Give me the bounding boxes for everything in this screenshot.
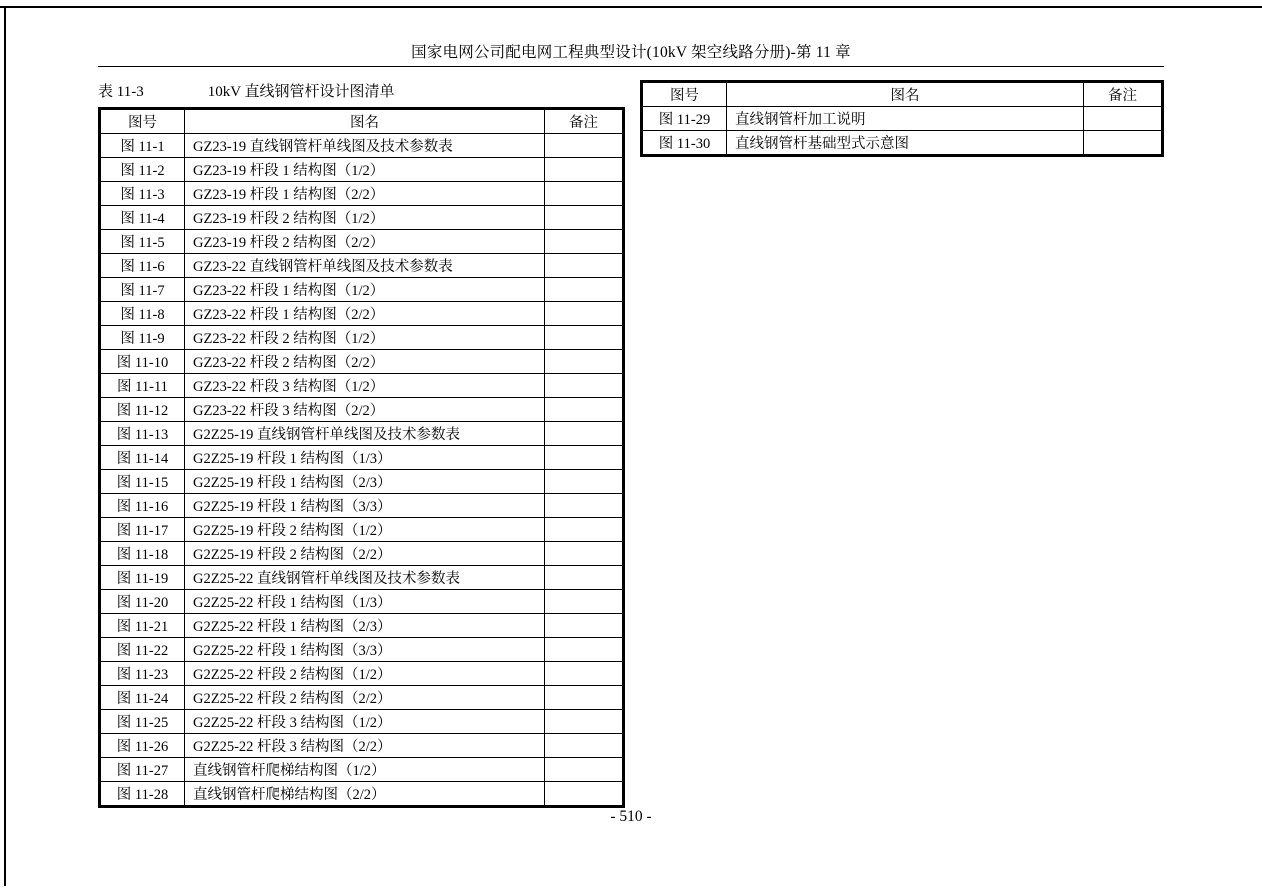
figure-list-table-right — [640, 80, 1164, 157]
figure-no-cell: 图 11-24 — [101, 686, 185, 710]
table-row — [101, 206, 623, 230]
figure-name-cell: GZ23-22 杆段 3 结构图（1/2） — [185, 374, 545, 398]
table-caption — [98, 80, 625, 101]
table-row — [101, 782, 623, 806]
table-row — [101, 758, 623, 782]
figure-remark-cell — [545, 518, 623, 542]
figure-name-cell: G2Z25-22 杆段 2 结构图（1/2） — [185, 662, 545, 686]
figure-name-cell: G2Z25-22 杆段 1 结构图（2/3） — [185, 614, 545, 638]
table-row — [101, 446, 623, 470]
table-header-row — [101, 110, 623, 134]
figure-name-cell: 直线钢管杆爬梯结构图（1/2） — [185, 758, 545, 782]
table-row — [643, 107, 1162, 131]
figure-no-cell: 图 11-6 — [101, 254, 185, 278]
figure-no-cell: 图 11-18 — [101, 542, 185, 566]
figure-name-cell: G2Z25-22 直线钢管杆单线图及技术参数表 — [185, 566, 545, 590]
figure-name-cell: G2Z25-19 杆段 2 结构图（2/2） — [185, 542, 545, 566]
table-row — [101, 614, 623, 638]
table-row — [101, 182, 623, 206]
figure-remark-cell — [545, 686, 623, 710]
page-header: 国家电网公司配电网工程典型设计(10kV 架空线路分册)-第 11 章 — [411, 44, 851, 61]
figure-name-cell: GZ23-22 杆段 2 结构图（2/2） — [185, 350, 545, 374]
figure-name-cell: G2Z25-22 杆段 1 结构图（3/3） — [185, 638, 545, 662]
figure-remark-cell — [545, 758, 623, 782]
table-row — [101, 326, 623, 350]
figure-name-cell: 直线钢管杆加工说明 — [727, 107, 1084, 131]
figure-remark-cell — [545, 326, 623, 350]
figure-name-cell: G2Z25-22 杆段 3 结构图（2/2） — [185, 734, 545, 758]
figure-remark-cell — [545, 614, 623, 638]
table-row — [101, 494, 623, 518]
figure-remark-cell — [545, 590, 623, 614]
figure-remark-cell — [1084, 131, 1162, 155]
figure-no-cell: 图 11-17 — [101, 518, 185, 542]
figure-name-cell: 直线钢管杆爬梯结构图（2/2） — [185, 782, 545, 806]
figure-remark-cell — [545, 206, 623, 230]
table-row — [101, 350, 623, 374]
table-row — [101, 422, 623, 446]
figure-name-cell: GZ23-19 直线钢管杆单线图及技术参数表 — [185, 134, 545, 158]
figure-remark-cell — [545, 638, 623, 662]
table-caption-label: 表 11-3 — [98, 84, 144, 100]
figure-name-cell: G2Z25-19 杆段 1 结构图（3/3） — [185, 494, 545, 518]
figure-no-cell: 图 11-12 — [101, 398, 185, 422]
table-row — [101, 566, 623, 590]
figure-name-cell: G2Z25-19 杆段 1 结构图（1/3） — [185, 446, 545, 470]
figure-name-cell: G2Z25-19 杆段 1 结构图（2/3） — [185, 470, 545, 494]
figure-remark-cell — [545, 374, 623, 398]
column-header-name: 图名 — [727, 83, 1084, 107]
table-row — [101, 638, 623, 662]
figure-remark-cell — [545, 350, 623, 374]
figure-no-cell: 图 11-21 — [101, 614, 185, 638]
figure-name-cell: G2Z25-22 杆段 1 结构图（1/3） — [185, 590, 545, 614]
figure-no-cell: 图 11-14 — [101, 446, 185, 470]
figure-name-cell: GZ23-19 杆段 1 结构图（2/2） — [185, 182, 545, 206]
figure-no-cell: 图 11-13 — [101, 422, 185, 446]
figure-name-cell: 直线钢管杆基础型式示意图 — [727, 131, 1084, 155]
figure-remark-cell — [545, 494, 623, 518]
table-row — [101, 302, 623, 326]
figure-no-cell: 图 11-1 — [101, 134, 185, 158]
figure-remark-cell — [545, 182, 623, 206]
figure-no-cell: 图 11-30 — [643, 131, 727, 155]
table-row — [101, 134, 623, 158]
figure-name-cell: GZ23-22 杆段 2 结构图（1/2） — [185, 326, 545, 350]
figure-name-cell: G2Z25-22 杆段 2 结构图（2/2） — [185, 686, 545, 710]
table-row — [101, 710, 623, 734]
figure-no-cell: 图 11-4 — [101, 206, 185, 230]
figure-no-cell: 图 11-26 — [101, 734, 185, 758]
page-border-left — [4, 6, 6, 886]
table-row — [101, 686, 623, 710]
table-row — [101, 374, 623, 398]
table-row — [101, 590, 623, 614]
figure-no-cell: 图 11-27 — [101, 758, 185, 782]
table-row — [101, 662, 623, 686]
figure-no-cell: 图 11-28 — [101, 782, 185, 806]
figure-no-cell: 图 11-8 — [101, 302, 185, 326]
table-row — [101, 254, 623, 278]
figure-remark-cell — [545, 470, 623, 494]
table-row — [643, 131, 1162, 155]
page-number: - 510 - — [610, 808, 652, 825]
figure-no-cell: 图 11-11 — [101, 374, 185, 398]
figure-name-cell: GZ23-22 杆段 3 结构图（2/2） — [185, 398, 545, 422]
figure-no-cell: 图 11-2 — [101, 158, 185, 182]
table-row — [101, 158, 623, 182]
figure-name-cell: GZ23-19 杆段 1 结构图（1/2） — [185, 158, 545, 182]
figure-remark-cell — [545, 566, 623, 590]
figure-remark-cell — [545, 662, 623, 686]
header-divider — [98, 66, 1164, 67]
figure-list-table-left — [98, 107, 625, 808]
table-row — [101, 278, 623, 302]
figure-no-cell: 图 11-25 — [101, 710, 185, 734]
column-header-remark: 备注 — [1084, 83, 1162, 107]
figure-no-cell: 图 11-5 — [101, 230, 185, 254]
table-row — [101, 230, 623, 254]
figure-no-cell: 图 11-15 — [101, 470, 185, 494]
figure-remark-cell — [1084, 107, 1162, 131]
figure-name-cell: GZ23-22 杆段 1 结构图（2/2） — [185, 302, 545, 326]
table-caption-title: 10kV 直线钢管杆设计图清单 — [207, 84, 395, 100]
table-row — [101, 470, 623, 494]
figure-name-cell: GZ23-19 杆段 2 结构图（2/2） — [185, 230, 545, 254]
figure-remark-cell — [545, 446, 623, 470]
table-row — [101, 734, 623, 758]
figure-no-cell: 图 11-29 — [643, 107, 727, 131]
figure-no-cell: 图 11-23 — [101, 662, 185, 686]
figure-remark-cell — [545, 254, 623, 278]
figure-remark-cell — [545, 542, 623, 566]
column-header-no: 图号 — [101, 110, 185, 134]
figure-name-cell: GZ23-22 杆段 1 结构图（1/2） — [185, 278, 545, 302]
figure-remark-cell — [545, 734, 623, 758]
figure-no-cell: 图 11-10 — [101, 350, 185, 374]
figure-name-cell: GZ23-19 杆段 2 结构图（1/2） — [185, 206, 545, 230]
figure-no-cell: 图 11-16 — [101, 494, 185, 518]
figure-remark-cell — [545, 782, 623, 806]
figure-name-cell: G2Z25-19 直线钢管杆单线图及技术参数表 — [185, 422, 545, 446]
figure-remark-cell — [545, 710, 623, 734]
table-row — [101, 542, 623, 566]
figure-no-cell: 图 11-19 — [101, 566, 185, 590]
figure-no-cell: 图 11-20 — [101, 590, 185, 614]
column-header-no: 图号 — [643, 83, 727, 107]
table-row — [101, 398, 623, 422]
figure-remark-cell — [545, 134, 623, 158]
figure-name-cell: GZ23-22 直线钢管杆单线图及技术参数表 — [185, 254, 545, 278]
figure-remark-cell — [545, 278, 623, 302]
table-row — [101, 518, 623, 542]
column-header-remark: 备注 — [545, 110, 623, 134]
figure-name-cell: G2Z25-22 杆段 3 结构图（1/2） — [185, 710, 545, 734]
figure-no-cell: 图 11-9 — [101, 326, 185, 350]
figure-no-cell: 图 11-3 — [101, 182, 185, 206]
figure-no-cell: 图 11-22 — [101, 638, 185, 662]
figure-remark-cell — [545, 230, 623, 254]
figure-no-cell: 图 11-7 — [101, 278, 185, 302]
figure-remark-cell — [545, 398, 623, 422]
figure-name-cell: G2Z25-19 杆段 2 结构图（1/2） — [185, 518, 545, 542]
page-border-top — [0, 6, 1262, 8]
figure-remark-cell — [545, 422, 623, 446]
figure-remark-cell — [545, 158, 623, 182]
figure-remark-cell — [545, 302, 623, 326]
table-header-row — [643, 83, 1162, 107]
column-header-name: 图名 — [185, 110, 545, 134]
